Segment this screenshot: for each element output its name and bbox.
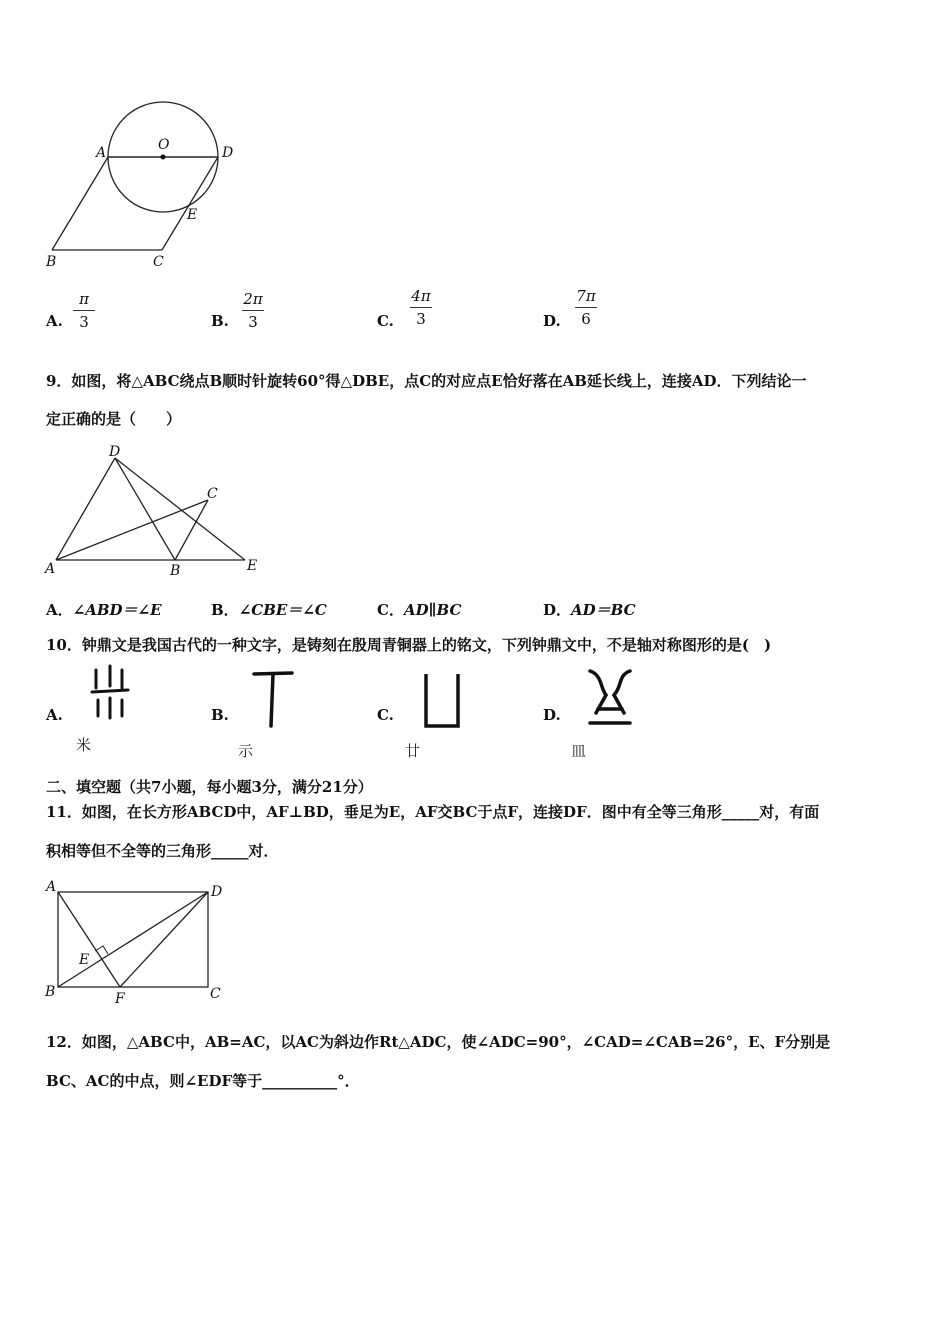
q8-side-ab	[52, 157, 108, 250]
q11-stem-line2: 积相等但不全等的三角形_____对．	[46, 842, 279, 860]
q10-caption-d: 皿	[571, 742, 587, 760]
q10-option-c-letter: C.	[377, 706, 394, 724]
q9-option-a	[46, 599, 162, 620]
q8-label-d: D	[222, 145, 234, 161]
q8-option-d-letter: D.	[543, 312, 561, 330]
q10-caption-c: 廿	[405, 742, 421, 760]
q10-glyph-c	[420, 668, 465, 730]
option-text: AD＝BC	[571, 601, 636, 619]
q8-option-b-letter: B.	[211, 312, 229, 330]
q9-stem-line2: 定正确的是（ ）	[46, 410, 182, 428]
numerator: 7π	[576, 287, 596, 305]
denominator: 3	[248, 313, 258, 331]
q10-option-a-letter: A.	[46, 706, 63, 724]
q9-option-c	[377, 599, 461, 620]
q8-option-c-fraction	[406, 287, 436, 328]
option-text: AD∥BC	[403, 601, 462, 619]
q8-label-c: C	[153, 254, 164, 270]
q8-option-a-letter: A.	[46, 312, 63, 330]
q10-stem: 10．钟鼎文是我国古代的一种文字，是铸刻在殷周青铜器上的铭文，下列钟鼎文中，不是轴对称图形的是( )	[46, 636, 772, 654]
q10-caption-a: 米	[76, 736, 92, 754]
q11-label-b: B	[45, 984, 56, 1000]
q9-line-db	[115, 458, 175, 560]
denominator: 3	[79, 313, 89, 331]
q8-option-a-fraction	[69, 290, 99, 331]
q8-figure	[40, 95, 250, 275]
q8-option-b-fraction	[238, 290, 268, 331]
q8-label-e: E	[187, 207, 198, 223]
q8-option-d-fraction	[571, 287, 601, 328]
q8-option-c-letter: C.	[377, 312, 394, 330]
q8-label-o: O	[158, 137, 170, 153]
q8-center-o	[161, 155, 166, 160]
numerator: 2π	[243, 290, 263, 308]
q11-line-af	[58, 892, 120, 987]
q9-line-ad	[56, 458, 115, 560]
q8-side-cd	[162, 157, 218, 250]
option-letter: C．	[377, 601, 404, 619]
q10-glyph-b	[250, 668, 295, 730]
q9-figure	[40, 440, 265, 580]
q11-stem-line1: 11．如图，在长方形ABCD中，AF⊥BD，垂足为E，AF交BC于点F，连接DF．图中有全等三角形_____对，有面	[46, 803, 820, 821]
q9-label-a: A	[45, 561, 56, 577]
option-text: ∠ABD＝∠E	[72, 601, 162, 619]
q11-label-e: E	[79, 952, 90, 968]
q10-option-b-letter: B.	[211, 706, 229, 724]
q9-line-de	[115, 458, 245, 560]
numerator: π	[79, 290, 89, 308]
denominator: 3	[416, 310, 426, 328]
q9-line-ac	[56, 500, 208, 560]
q9-option-b	[211, 599, 327, 620]
q9-label-c: C	[207, 486, 218, 502]
q10-option-d-letter: D.	[543, 706, 561, 724]
denominator: 6	[581, 310, 591, 328]
option-letter: D．	[543, 601, 572, 619]
q11-label-c: C	[210, 986, 221, 1002]
option-letter: B．	[211, 601, 239, 619]
q9-label-d: D	[109, 444, 121, 460]
q9-label-e: E	[247, 558, 258, 574]
q10-caption-b: 示	[238, 742, 254, 760]
q12-stem-line2: BC、AC的中点，则∠EDF等于__________°．	[46, 1072, 360, 1090]
q11-label-f: F	[115, 991, 125, 1007]
q10-glyph-a	[88, 664, 133, 724]
q9-label-b: B	[170, 563, 181, 579]
option-text: ∠CBE＝∠C	[238, 601, 327, 619]
q9-option-d	[543, 599, 636, 620]
q11-figure	[40, 876, 235, 1008]
q12-stem-line1: 12．如图，△ABC中，AB=AC，以AC为斜边作Rt△ADC，使∠ADC=90°，∠CAD=∠CAB=26°，E、F分别是	[46, 1033, 831, 1051]
q11-label-d: D	[211, 884, 223, 900]
q10-glyph-d	[584, 665, 636, 727]
q8-label-b: B	[46, 254, 57, 270]
q8-label-a: A	[96, 145, 107, 161]
q9-stem-line1: 9．如图，将△ABC绕点B顺时针旋转60°得△DBE，点C的对应点E恰好落在AB延长线上，连接AD．下列结论一	[46, 372, 807, 390]
section2-heading: 二、填空题（共7小题，每小题3分，满分21分）	[46, 778, 373, 796]
q11-label-a: A	[46, 879, 57, 895]
option-letter: A．	[46, 601, 73, 619]
numerator: 4π	[411, 287, 431, 305]
